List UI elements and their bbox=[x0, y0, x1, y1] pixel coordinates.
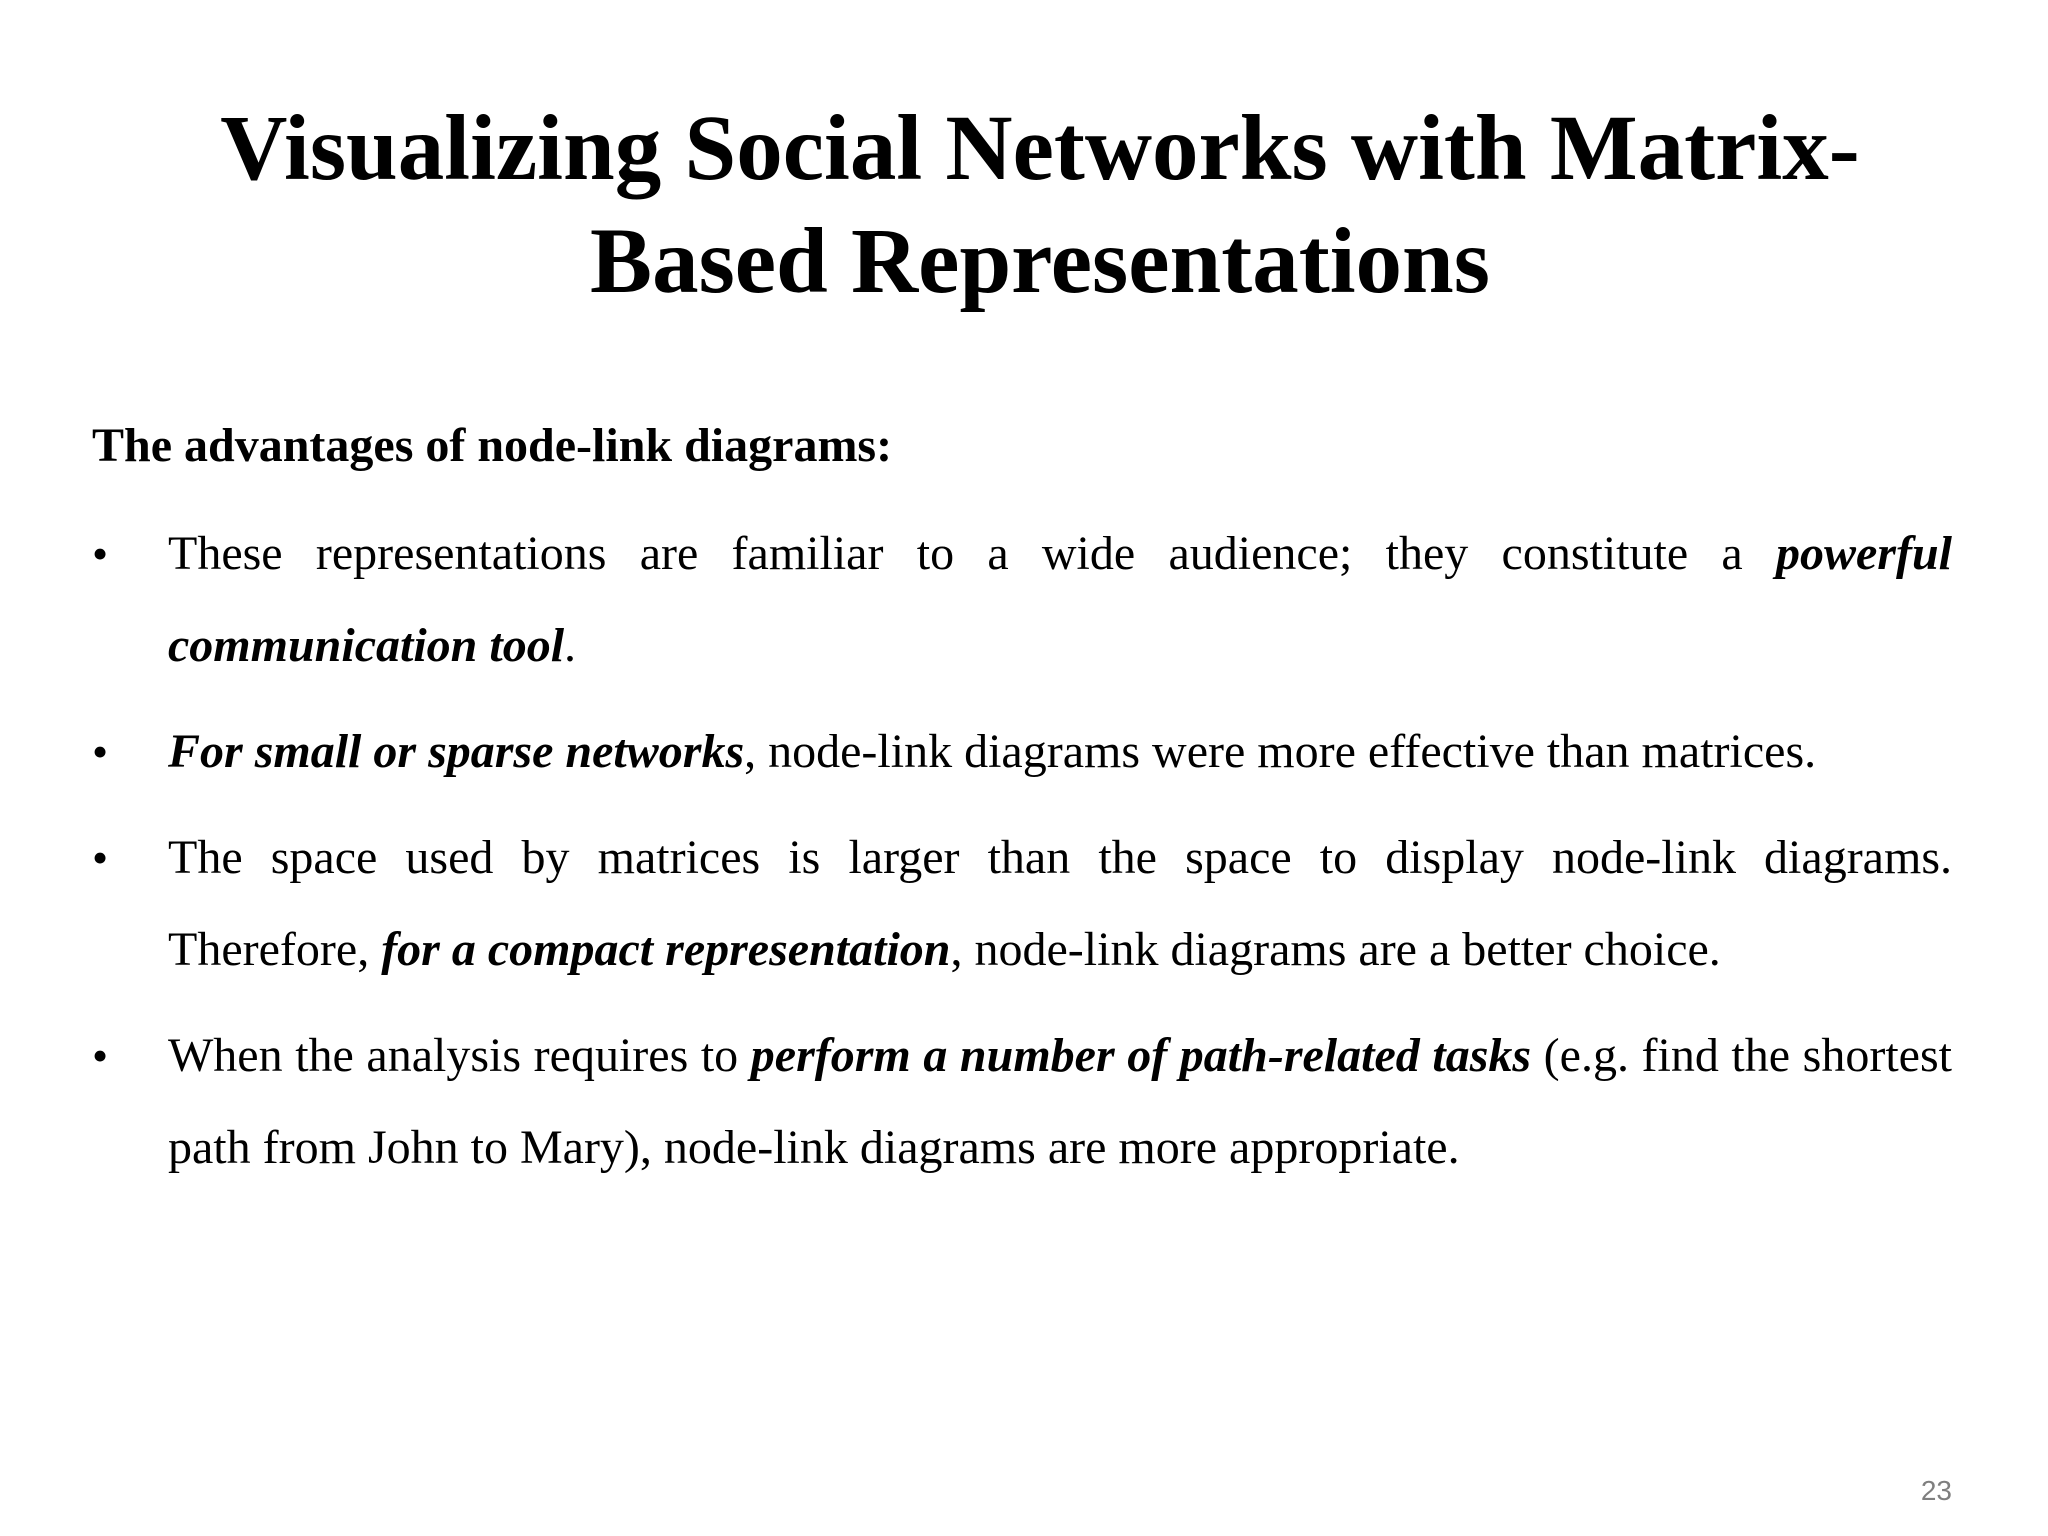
bullet-item-small-sparse bbox=[92, 706, 1952, 798]
slide-title bbox=[150, 92, 1930, 318]
bullet-dot-icon: • bbox=[92, 726, 109, 777]
slide-title-line-1: Visualizing Social Networks with Matrix- bbox=[220, 97, 1860, 200]
bullet-text: These representations are familiar to a wide audience; they constitute a bbox=[168, 527, 1776, 580]
bullet-text: The space used by matrices is larger than the space to display node-link diagrams. Therefore, bbox=[168, 831, 1952, 976]
bullet-emphasis: perform a number of path-related tasks bbox=[750, 1029, 1532, 1082]
bullet-item-path-tasks bbox=[92, 1010, 1952, 1194]
page-number: 23 bbox=[1920, 1475, 1952, 1506]
bullet-item-compact bbox=[92, 812, 1952, 996]
bullet-emphasis: for a compact representation bbox=[381, 923, 951, 976]
bullet-text: When the analysis requires to bbox=[168, 1029, 751, 1082]
bullet-dot-icon: • bbox=[92, 1030, 109, 1081]
bullet-text: , node-link diagrams are a better choice. bbox=[950, 923, 1721, 976]
bullet-list bbox=[92, 508, 1952, 1208]
bullet-item-familiar-audience bbox=[92, 508, 1952, 692]
bullet-dot-icon: • bbox=[92, 832, 109, 883]
bullet-text: (e.g. find the shortest path from John to Mary), node-link diagrams are more appropriate. bbox=[168, 1029, 1952, 1174]
section-heading: The advantages of node-link diagrams: bbox=[92, 419, 893, 472]
bullet-text: , node-link diagrams were more effective than matrices. bbox=[744, 725, 1817, 778]
bullet-dot-icon: • bbox=[92, 528, 109, 579]
bullet-emphasis: For small or sparse networks bbox=[168, 725, 745, 778]
bullet-text: . bbox=[564, 619, 577, 672]
slide-title-line-2: Based Representations bbox=[590, 210, 1490, 313]
bullet-emphasis: powerful communication tool bbox=[168, 527, 1952, 672]
